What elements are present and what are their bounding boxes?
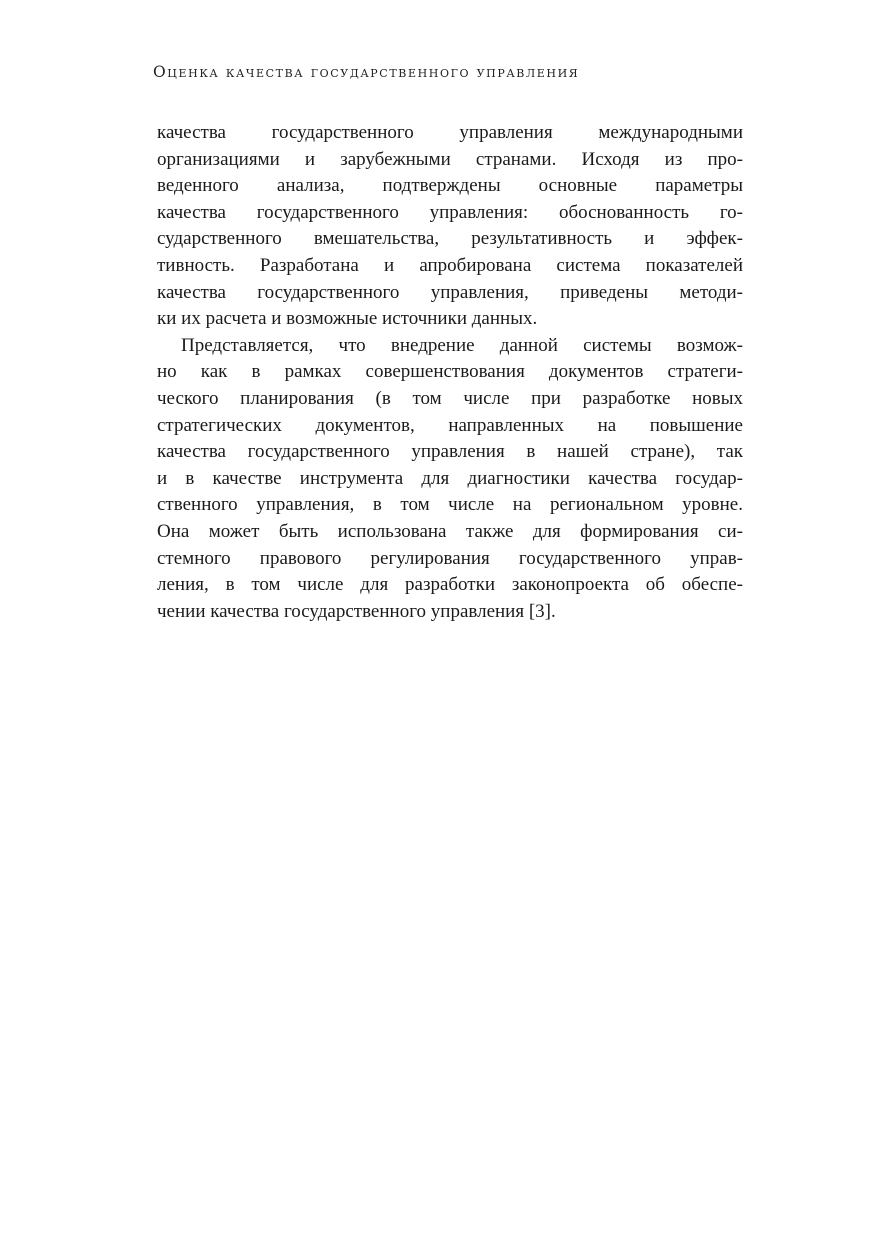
text-line: качества государственного управления международными [157, 122, 743, 143]
text-line: ственного управления, в том числе на региональном уровне. [157, 494, 743, 516]
text-line: качества государственного управления, приведены методи- [157, 281, 743, 303]
text-line: стемного правового регулирования государственного управ- [157, 547, 743, 569]
text-line: Она может быть использована также для формирования си- [157, 520, 743, 542]
text-line: тивность. Разработана и апробирована система показателей [157, 254, 743, 276]
text-line: стратегических документов, направленных на повышение [157, 414, 743, 436]
text-line: веденного анализа, подтверждены основные параметры [157, 175, 743, 197]
text-line: ления, в том числе для разработки законопроекта об обеспе- [157, 574, 743, 596]
text-line: качества государственного управления в нашей стране), так [157, 441, 743, 463]
body-text [157, 120, 743, 625]
text-line: и в качестве инструмента для диагностики качества государ- [157, 467, 743, 489]
text-line: чении качества государственного управления [3]. [157, 600, 556, 622]
text-line: качества государственного управления: обоснованность го- [157, 201, 743, 223]
text-line: сударственного вмешательства, результативность и эффек- [157, 228, 743, 250]
text-line: но как в рамках совершенствования документов стратеги- [157, 361, 743, 383]
paragraph-1 [157, 120, 743, 333]
running-header: Оценка качества государственного управления [153, 63, 580, 81]
paragraph-2 [157, 333, 743, 626]
text-line: организациями и зарубежными странами. Исходя из про- [157, 148, 743, 170]
text-line: ки их расчета и возможные источники данных. [157, 308, 538, 330]
text-line: Представляется, что внедрение данной системы возмож- [181, 334, 743, 356]
text-line: ческого планирования (в том числе при разработке новых [157, 387, 743, 409]
